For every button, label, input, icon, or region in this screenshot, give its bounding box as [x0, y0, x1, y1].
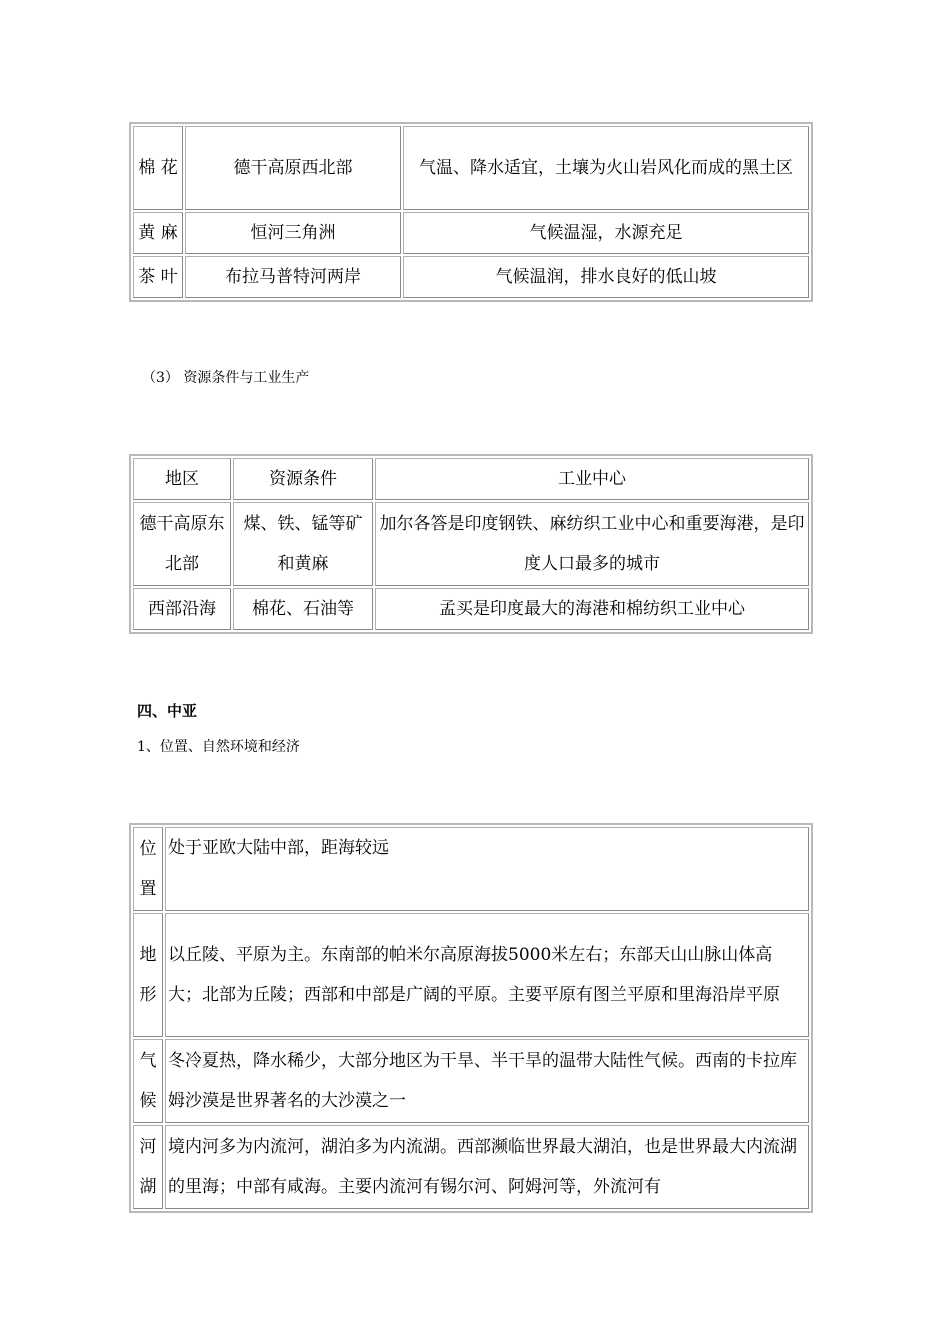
table-row — [133, 913, 809, 1037]
table-row — [133, 212, 809, 254]
table-row — [133, 502, 809, 586]
table-row — [133, 588, 809, 630]
industry-resources: 煤、铁、锰等矿和黄麻 — [233, 502, 373, 586]
crop-region: 德干高原西北部 — [185, 126, 401, 210]
crop-name: 黄 麻 — [133, 212, 183, 254]
header-resources: 资源条件 — [233, 458, 373, 500]
row-label-char: 置 — [139, 879, 157, 899]
crop-name: 棉 花 — [133, 126, 183, 210]
industry-region: 德干高原东北部 — [133, 502, 231, 586]
row-text: 以丘陵、平原为主。东南部的帕米尔高原海拔5000米左右；东部天山山脉山体高大；北部为丘陵；西部和中部是广阔的平原。主要平原有图兰平原和里海沿岸平原 — [165, 913, 809, 1037]
crop-name: 茶 叶 — [133, 256, 183, 298]
row-label — [133, 913, 163, 1037]
table-row — [133, 1039, 809, 1123]
crop-conditions: 气候温润，排水良好的低山坡 — [403, 256, 809, 298]
industry-resources: 棉花、石油等 — [233, 588, 373, 630]
section-3-label: （3） 资源条件与工业生产 — [142, 370, 310, 386]
header-region: 地区 — [133, 458, 231, 500]
table-row — [133, 827, 809, 911]
row-label-char: 形 — [139, 985, 157, 1005]
row-text: 处于亚欧大陆中部，距海较远 — [165, 827, 809, 911]
row-label-char: 候 — [139, 1091, 157, 1111]
central-asia-table — [129, 823, 813, 1213]
row-label — [133, 1039, 163, 1123]
row-label-char: 河 — [139, 1137, 157, 1157]
row-label-char: 气 — [139, 1051, 157, 1071]
header-industrial-center: 工业中心 — [375, 458, 809, 500]
section-4-subtitle: 1、位置、自然环境和经济 — [137, 739, 300, 755]
industry-region: 西部沿海 — [133, 588, 231, 630]
industry-center: 加尔各答是印度钢铁、麻纺织工业中心和重要海港，是印度人口最多的城市 — [375, 502, 809, 586]
row-label — [133, 827, 163, 911]
row-label-char: 地 — [139, 945, 157, 965]
table-row — [133, 1125, 809, 1209]
table-row — [133, 126, 809, 210]
table-row — [133, 256, 809, 298]
section-4-title: 四、中亚 — [137, 702, 198, 720]
row-label — [133, 1125, 163, 1209]
row-label-char: 湖 — [139, 1177, 157, 1197]
row-text: 冬冷夏热，降水稀少，大部分地区为干旱、半干旱的温带大陆性气候。西南的卡拉库姆沙漠是世界著名的大沙漠之一 — [165, 1039, 809, 1123]
crop-region: 恒河三角洲 — [185, 212, 401, 254]
crop-conditions: 气候温湿，水源充足 — [403, 212, 809, 254]
industry-table — [129, 454, 813, 634]
crop-table — [129, 122, 813, 302]
table-header-row — [133, 458, 809, 500]
row-label-char: 位 — [139, 839, 157, 859]
industry-center: 孟买是印度最大的海港和棉纺织工业中心 — [375, 588, 809, 630]
crop-region: 布拉马普特河两岸 — [185, 256, 401, 298]
row-text: 境内河多为内流河，湖泊多为内流湖。西部濒临世界最大湖泊，也是世界最大内流湖的里海；中部有咸海。主要内流河有锡尔河、阿姆河等，外流河有 — [165, 1125, 809, 1209]
crop-conditions: 气温、降水适宜，土壤为火山岩风化而成的黑土区 — [403, 126, 809, 210]
